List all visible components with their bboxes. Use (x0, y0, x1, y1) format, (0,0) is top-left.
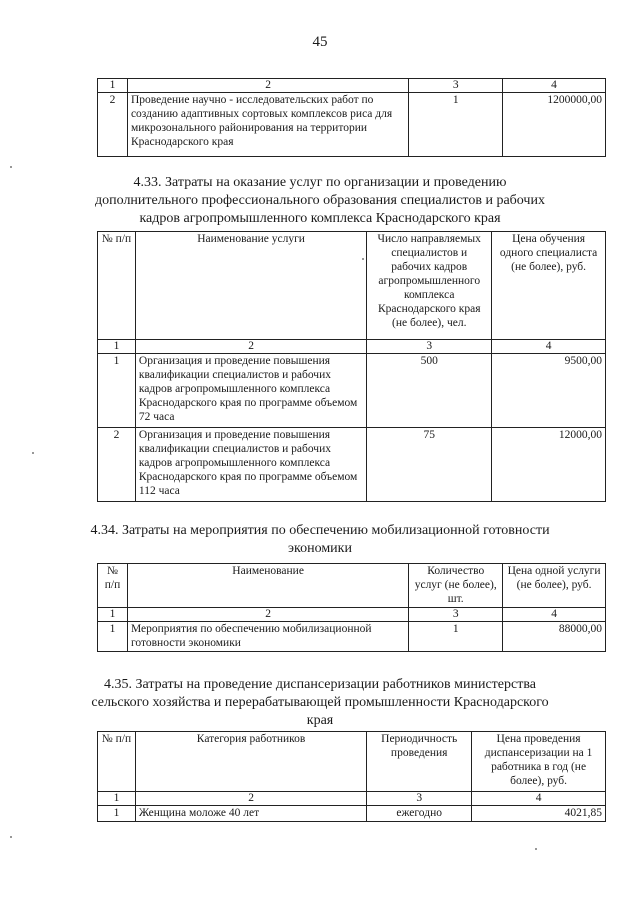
header-number: № п/п (98, 564, 128, 608)
index-cell: 3 (409, 79, 503, 93)
table-continuation (97, 78, 606, 157)
table-index-row (98, 340, 606, 354)
header-name: Наименование услуги (135, 232, 366, 340)
row-price: 4021,85 (472, 806, 606, 822)
header-price: Цена одной услуги (не более), руб. (503, 564, 606, 608)
section-title-4-34 (0, 522, 640, 558)
row-price: 9500,00 (492, 354, 606, 428)
section-title-line: экономики (288, 541, 352, 556)
index-cell: 4 (503, 608, 606, 622)
index-cell: 4 (503, 79, 606, 93)
table-4-34 (97, 563, 606, 652)
table-4-33 (97, 231, 606, 502)
row-quantity: 1 (409, 93, 503, 157)
row-quantity: ежегодно (367, 806, 472, 822)
section-title-line: кадров агропромышленного комплекса Краснодарского края (139, 211, 501, 226)
row-quantity: 500 (367, 354, 492, 428)
section-title-line: 4.33. Затраты на оказание услуг по организации и проведению (133, 175, 507, 190)
index-cell: 4 (472, 792, 606, 806)
row-name: Мероприятия по обеспечению мобилизационной готовности экономики (127, 622, 408, 652)
header-name: Категория работников (135, 732, 366, 792)
index-cell: 3 (367, 340, 492, 354)
scan-speck (10, 836, 12, 838)
header-number: № п/п (98, 732, 136, 792)
row-quantity: 75 (367, 428, 492, 502)
row-quantity: 1 (409, 622, 503, 652)
scan-speck (362, 258, 364, 260)
table-header-row (98, 232, 606, 340)
row-price: 1200000,00 (503, 93, 606, 157)
row-number: 2 (98, 93, 128, 157)
row-number: 2 (98, 428, 136, 502)
section-title-line: 4.35. Затраты на проведение диспансеризации работников министерства (104, 677, 536, 692)
index-cell: 1 (98, 340, 136, 354)
index-cell: 1 (98, 79, 128, 93)
index-cell: 2 (135, 792, 366, 806)
index-cell: 3 (409, 608, 503, 622)
table-row (98, 622, 606, 652)
table-index-row (98, 79, 606, 93)
row-number: 1 (98, 806, 136, 822)
row-price: 88000,00 (503, 622, 606, 652)
index-cell: 2 (127, 608, 408, 622)
scan-speck (10, 166, 12, 168)
index-cell: 2 (135, 340, 366, 354)
section-title-line: края (306, 713, 334, 728)
header-quantity: Количество услуг (не более), шт. (409, 564, 503, 608)
table-4-35 (97, 731, 606, 822)
scan-speck (535, 848, 537, 850)
table-index-row (98, 792, 606, 806)
index-cell: 1 (98, 792, 136, 806)
header-quantity: Число направляемых специалистов и рабочих кадров агропромышленного комплекса Краснодарского края (не более), чел. (367, 232, 492, 340)
table-header-row (98, 732, 606, 792)
table-index-row (98, 608, 606, 622)
row-price: 12000,00 (492, 428, 606, 502)
table-row (98, 806, 606, 822)
section-title-4-33 (0, 174, 640, 228)
table-header-row (98, 564, 606, 608)
row-name: Женщина моложе 40 лет (135, 806, 366, 822)
row-name: Организация и проведение повышения квалификации специалистов и рабочих кадров агропромышленного комплекса Краснодарского края по программе объемом 112 часа (135, 428, 366, 502)
table-row (98, 354, 606, 428)
table-row (98, 93, 606, 157)
row-name: Проведение научно - исследовательских работ по созданию адаптивных сортовых комплексов риса для микрозонального районирования на территории Краснодарского края (127, 93, 408, 157)
index-cell: 2 (127, 79, 408, 93)
header-quantity: Периодичность проведения (367, 732, 472, 792)
index-cell: 3 (367, 792, 472, 806)
row-number: 1 (98, 622, 128, 652)
table-row (98, 428, 606, 502)
page-number: 45 (312, 34, 328, 50)
index-cell: 1 (98, 608, 128, 622)
header-price: Цена обучения одного специалиста (не более), руб. (492, 232, 606, 340)
header-price: Цена проведения диспансеризации на 1 работника в год (не более), руб. (472, 732, 606, 792)
section-title-line: 4.34. Затраты на мероприятия по обеспечению мобилизационной готовности (90, 523, 550, 538)
scan-speck (32, 452, 34, 454)
section-title-4-35 (0, 676, 640, 730)
section-title-line: дополнительного профессионального образования специалистов и рабочих (95, 193, 545, 208)
section-title-line: сельского хозяйства и перерабатывающей промышленности Краснодарского (91, 695, 549, 710)
header-number: № п/п (98, 232, 136, 340)
row-name: Организация и проведение повышения квалификации специалистов и рабочих кадров агропромышленного комплекса Краснодарского края по программе объемом 72 часа (135, 354, 366, 428)
index-cell: 4 (492, 340, 606, 354)
header-name: Наименование (127, 564, 408, 608)
row-number: 1 (98, 354, 136, 428)
